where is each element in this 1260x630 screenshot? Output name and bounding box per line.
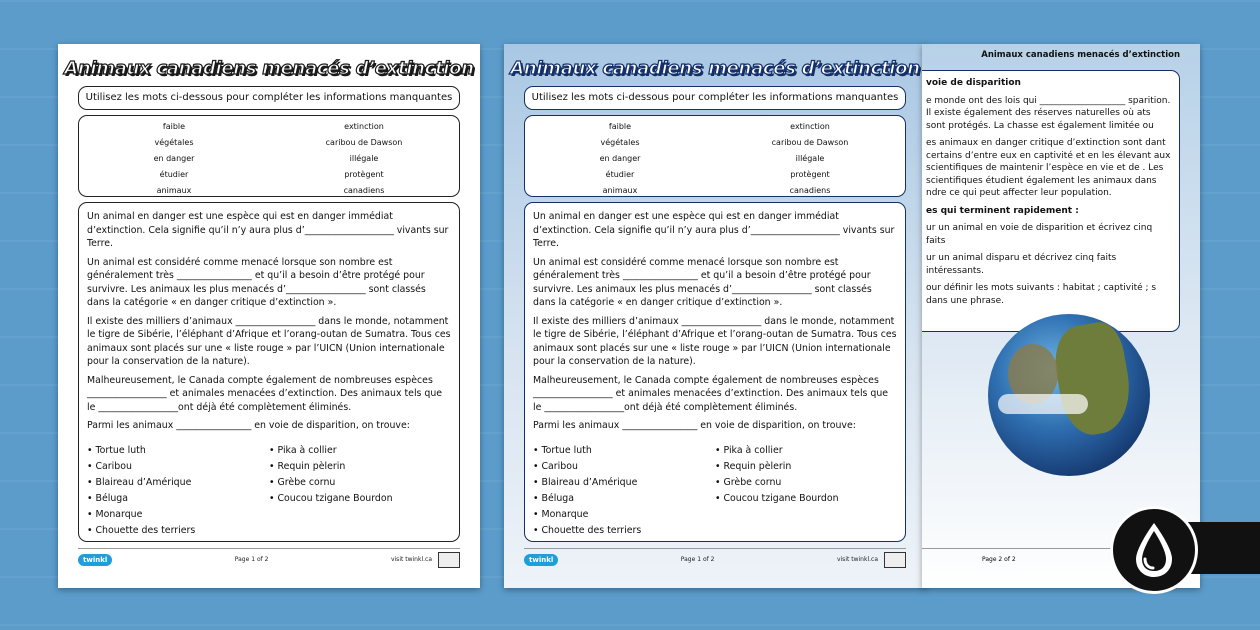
word-bank-item: en danger (599, 154, 641, 163)
word-bank-item: caribou de Dawson (325, 138, 403, 147)
text-body (78, 202, 460, 542)
word-bank (524, 115, 906, 197)
animal-list (533, 443, 897, 539)
site-link[interactable]: visit twinkl.ca (836, 556, 878, 563)
word-bank-item: extinction (344, 122, 384, 131)
list-item: • Requin pèlerin (269, 460, 346, 472)
twinkl-logo: twinkl (78, 554, 112, 566)
word-bank-item: animaux (156, 186, 192, 195)
paragraph: ur un animal en voie de disparition et écrivez cinq faits (926, 223, 1153, 246)
word-bank-item: étudier (605, 170, 635, 179)
page-footer (524, 548, 906, 570)
text-body (524, 202, 906, 542)
badge-icon (884, 552, 906, 568)
page-number: Page 1 of 2 (234, 556, 269, 563)
list-item: • Caribou (87, 460, 132, 472)
word-bank-item: protègent (790, 170, 830, 179)
page-number: Page 2 of 2 (982, 556, 1016, 563)
paragraph: e monde ont des lois qui ___________________ sparition. Il existe également des réserves naturelles où ats sont protégés. La chasse est également limitée ou (926, 95, 1171, 131)
paragraph: Un animal est considéré comme menacé lorsque son nombre est généralement très ________________ et qu’il a besoin d’être protégé pour survivre. Les animaux les plus menacés d’_________________ sont classés dans la catégorie « en danger critique d’extinction ». (533, 256, 872, 308)
list-item: • Béluga (533, 492, 574, 504)
list-item: • Grèbe cornu (269, 476, 336, 488)
badge-icon (438, 552, 460, 568)
list-item: • Grèbe cornu (715, 476, 782, 488)
instruction-box: Utilisez les mots ci-dessous pour compléter les informations manquantes (524, 86, 906, 110)
paragraph: Malheureusement, le Canada compte également de nombreuses espèces _________________ et animales menacées d’extinction. Des animaux tels que le _________________ont déjà été complètement éliminés. (87, 374, 443, 413)
paragraph: Malheureusement, le Canada compte également de nombreuses espèces _________________ et animales menacées d’extinction. Des animaux tels que le _________________ont déjà été complètement éliminés. (533, 374, 889, 413)
paragraph: Un animal en danger est une espèce qui est en danger immédiat d’extinction. Cela signifie qu’il n’y aura plus d’___________________ vivants sur Terre. (87, 211, 449, 249)
page-footer (78, 548, 460, 570)
paragraph: Un animal en danger est une espèce qui est en danger immédiat d’extinction. Cela signifie qu’il n’y aura plus d’___________________ vivants sur Terre. (533, 211, 895, 249)
word-bank-item: faible (162, 122, 186, 131)
worksheet-page-1-colour (504, 44, 926, 588)
section-heading: es qui terminent rapidement : (926, 205, 1079, 216)
paragraph: Un animal est considéré comme menacé lorsque son nombre est généralement très ________________ et qu’il a besoin d’être protégé pour survivre. Les animaux les plus menacés d’_________________ sont classés dans la catégorie « en danger critique d’extinction ». (87, 256, 426, 308)
word-bank-item: extinction (790, 122, 830, 131)
list-item: • Coucou tzigane Bourdon (269, 492, 393, 504)
instruction-box: Utilisez les mots ci-dessous pour compléter les informations manquantes (78, 86, 460, 110)
paragraph: ur un animal disparu et décrivez cinq faits intéressants. (926, 253, 1117, 276)
word-bank-item: illégale (349, 154, 379, 163)
animal-list (87, 443, 451, 539)
list-item: • Pika à collier (269, 444, 337, 456)
word-bank-item: protègent (344, 170, 384, 179)
list-item: • Monarque (87, 508, 143, 520)
worksheet-title: Animaux canadiens menacés d’extinction (64, 58, 474, 79)
word-bank-item: animaux (602, 186, 638, 195)
worksheet-page-1 (58, 44, 480, 588)
paragraph: Il existe des milliers d’animaux _________________ dans le monde, notamment le tigre de Sibérie, l’éléphant d’Afrique et l’orang-outan de Sumatra. Tous ces animaux sont placés sur une « liste rouge » par l’UICN (Union internationale pour la conservation de la nature). (533, 315, 897, 367)
list-item: • Béluga (87, 492, 128, 504)
twinkl-logo: twinkl (524, 554, 558, 566)
worksheet-title: Animaux canadiens menacés d’extinction (510, 58, 920, 79)
paragraph: Parmi les animaux ________________ en voie de disparition, on trouve: (533, 420, 856, 431)
word-bank-item: illégale (795, 154, 825, 163)
ink-drop-icon (1110, 506, 1198, 594)
word-bank-item: canadiens (789, 186, 831, 195)
text-body (922, 70, 1180, 332)
list-item: • Requin pèlerin (715, 460, 792, 472)
list-item: • Tortue luth (87, 444, 146, 456)
word-bank-item: végétales (154, 138, 194, 147)
list-item: • Coucou tzigane Bourdon (715, 492, 839, 504)
word-bank-item: végétales (600, 138, 640, 147)
list-item: • Caribou (533, 460, 578, 472)
list-item: • Tortue luth (533, 444, 592, 456)
earth-globe-image (988, 314, 1150, 476)
list-item: • Chouette des terriers (533, 524, 642, 536)
site-link[interactable]: visit twinkl.ca (390, 556, 432, 563)
word-bank-item: faible (608, 122, 632, 131)
word-bank-item: canadiens (343, 186, 385, 195)
word-bank (78, 115, 460, 197)
page-number: Page 1 of 2 (680, 556, 715, 563)
word-bank-item: en danger (153, 154, 195, 163)
paragraph: Il existe des milliers d’animaux _________________ dans le monde, notamment le tigre de Sibérie, l’éléphant d’Afrique et l’orang-outan de Sumatra. Tous ces animaux sont placés sur une « liste rouge » par l’UICN (Union internationale pour la conservation de la nature). (87, 315, 451, 367)
paragraph: es animaux en danger critique d’extinction sont dant certains d’entre eux en captivité et en les élevant aux scientifiques de maintenir l’espèce en vie et de . Les scientifiques étudient également les animaux dans ndre ce qui peut affecter leur population. (926, 138, 1171, 198)
section-heading: voie de disparition (926, 78, 1021, 88)
list-item: • Pika à collier (715, 444, 783, 456)
word-bank-item: étudier (159, 170, 189, 179)
list-item: • Blaireau d’Amérique (87, 476, 192, 488)
paragraph: Parmi les animaux ________________ en voie de disparition, on trouve: (87, 420, 410, 431)
page-header: Animaux canadiens menacés d’extinction (981, 50, 1180, 60)
list-item: • Blaireau d’Amérique (533, 476, 638, 488)
paragraph: our définir les mots suivants : habitat ; captivité ; s dans une phrase. (926, 283, 1157, 306)
list-item: • Monarque (533, 508, 589, 520)
word-bank-item: caribou de Dawson (771, 138, 849, 147)
list-item: • Chouette des terriers (87, 524, 196, 536)
